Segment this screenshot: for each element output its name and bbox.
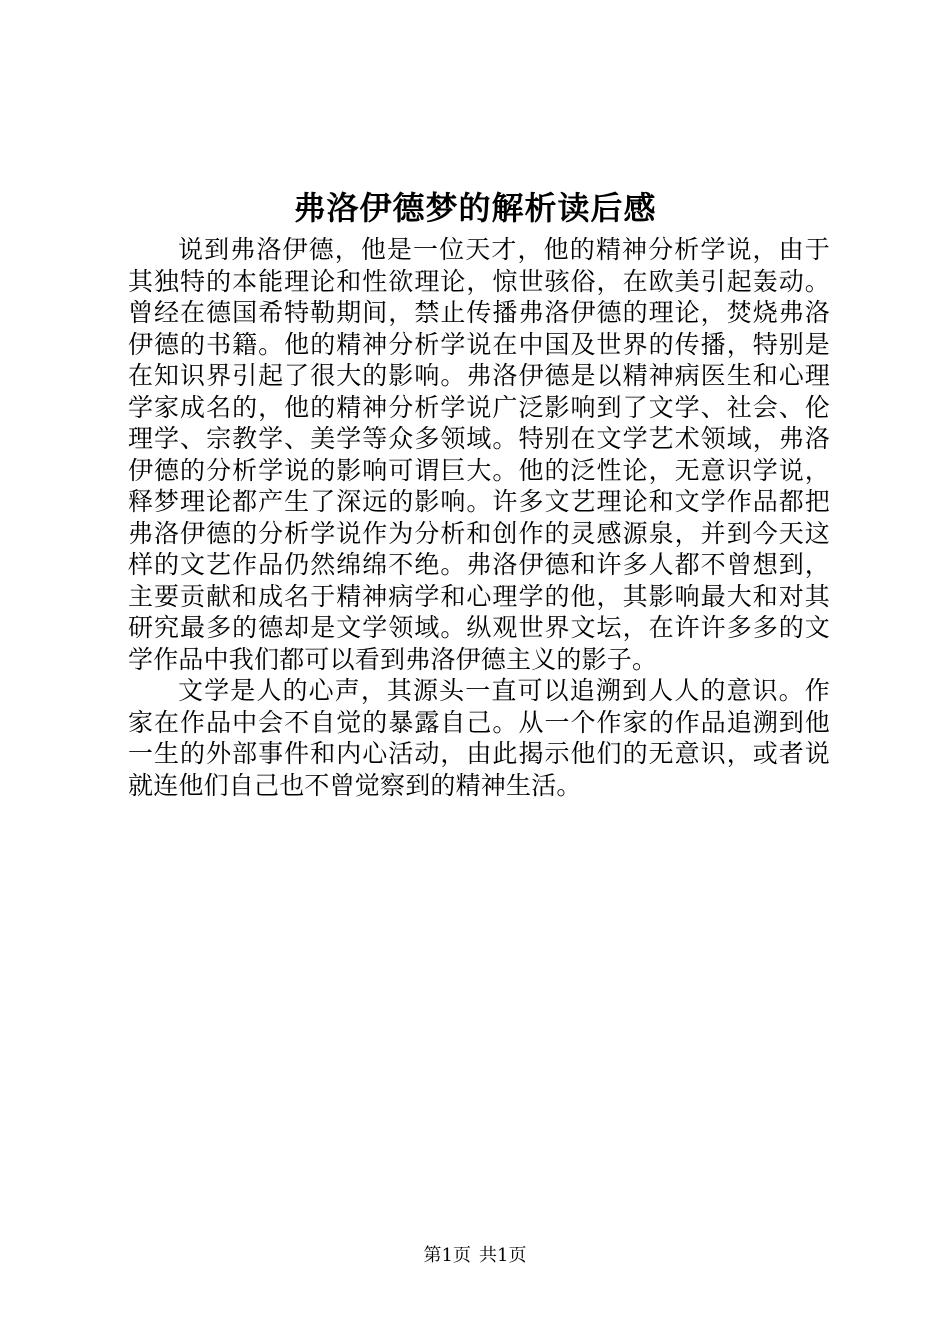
document-title: 弗洛伊德梦的解析读后感 (293, 189, 657, 227)
paragraph-1: 说到弗洛伊德，他是一位天才，他的精神分析学说，由于其独特的本能理论和性欲理论，惊世骇俗，在欧美引起轰动。曾经在德国希特勒期间，禁止传播弗洛伊德的理论，焚烧弗洛伊德的书籍。他的精神分析学说在中国及世界的传播，特别是在知识界引起了很大的影响。弗洛伊德是以精神病医生和心理学家成名的，他的精神分析学说广泛影响到了文学、社会、伦理学、宗教学、美学等众多领域。特别在文学艺术领域，弗洛伊德的分析学说的影响可谓巨大。他的泛性论，无意识学说，释梦理论都产生了深远的影响。许多文艺理论和文学作品都把弗洛伊德的分析学说作为分析和创作的灵感源泉，并到今天这样的文艺作品仍然绵绵不绝。弗洛伊德和许多人都不曾想到，主要贡献和成名于精神病学和心理学的他，其影响最大和对其研究最多的德却是文学领域。纵观世界文坛，在许许多多的文学作品中我们都可以看到弗洛伊德主义的影子。 (128, 235, 830, 674)
page-total: 共1页 (479, 1245, 527, 1266)
page-footer (0, 1245, 950, 1267)
page-number: 第1页 (423, 1245, 471, 1266)
paragraph-2: 文学是人的心声，其源头一直可以追溯到人人的意识。作家在作品中会不自觉的暴露自己。从一个作家的作品追溯到他一生的外部事件和内心活动，由此揭示他们的无意识，或者说就连他们自己也不曾觉察到的精神生活。 (128, 676, 830, 800)
document-body (128, 234, 830, 801)
